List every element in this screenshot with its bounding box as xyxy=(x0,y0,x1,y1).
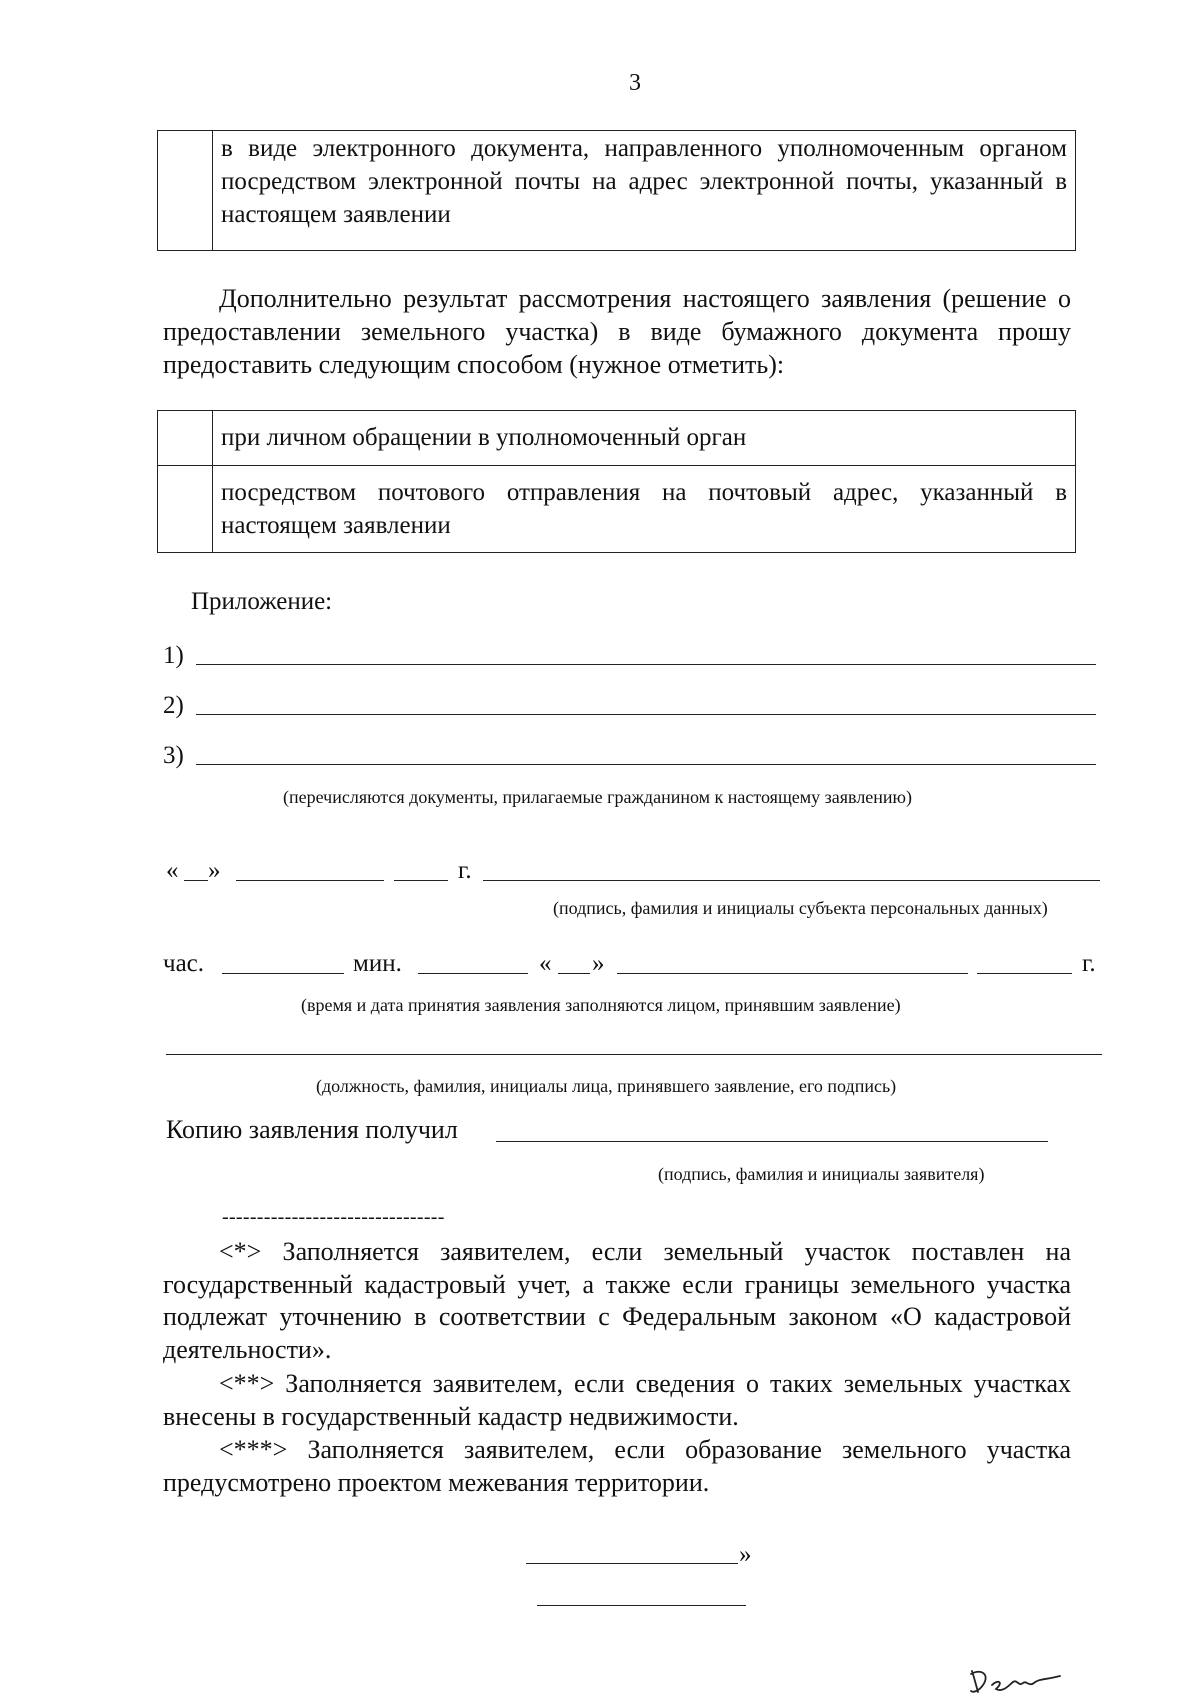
attachment-line-1[interactable] xyxy=(196,664,1096,665)
date-month-field[interactable] xyxy=(236,880,384,881)
official-caption: (должность, фамилия, инициалы лица, принявшего заявление, его подпись) xyxy=(316,1076,897,1096)
footnote: <**> Заполняется заявителем, если сведения о таких земельных участках внесены в государственный кадастр недвижимости. xyxy=(163,1369,1071,1431)
option-text: при личном обращении в уполномоченный орган xyxy=(213,411,1076,466)
option-checkbox[interactable] xyxy=(158,131,213,251)
attachments-caption: (перечисляются документы, прилагаемые гражданином к настоящему заявлению) xyxy=(283,787,912,807)
date-day-field[interactable] xyxy=(184,880,208,881)
table-row xyxy=(158,131,1076,251)
footnote-separator: -------------------------------- xyxy=(222,1206,445,1228)
option-text: в виде электронного документа, направленного уполномоченным органом посредством электронной почты на адрес электронной почты, указанный в настоящем заявлении xyxy=(213,131,1076,251)
option-checkbox[interactable] xyxy=(158,466,213,553)
copy-received-signature-field[interactable] xyxy=(496,1141,1048,1142)
closing-line-1 xyxy=(526,1563,738,1564)
delivery-options-table-paper xyxy=(157,410,1076,553)
attachments-label: Приложение: xyxy=(191,588,333,615)
time-caption: (время и дата принятия заявления заполняются лицом, принявшим заявление) xyxy=(301,995,901,1015)
table-row xyxy=(158,411,1076,466)
time-date-month-field[interactable] xyxy=(617,973,968,974)
footnote: <***> Заполняется заявителем, если образование земельного участка предусмотрено проектом межевания территории. xyxy=(163,1435,1071,1497)
date-open-quote: « xyxy=(166,857,179,884)
copy-received-label: Копию заявления получил xyxy=(166,1115,458,1144)
minutes-label: мин. xyxy=(353,950,402,977)
time-date-year-suffix: г. xyxy=(1082,950,1096,977)
time-date-close-quote: » xyxy=(592,950,605,977)
attachment-number: 2) xyxy=(163,692,184,719)
hours-field[interactable] xyxy=(222,973,344,974)
table-row xyxy=(158,466,1076,553)
attachment-line-2[interactable] xyxy=(196,714,1096,715)
closing-quote: » xyxy=(739,1541,752,1568)
date-close-quote: » xyxy=(208,857,221,884)
time-date-open-quote: « xyxy=(539,950,552,977)
attachment-number: 1) xyxy=(163,642,184,669)
attachment-line-3[interactable] xyxy=(196,764,1096,765)
official-signature-field[interactable] xyxy=(166,1054,1102,1055)
applicant-signature-field[interactable] xyxy=(483,880,1100,881)
option-text: посредством почтового отправления на почтовый адрес, указанный в настоящем заявлении xyxy=(213,466,1076,553)
attachment-number: 3) xyxy=(163,742,184,769)
additional-paragraph: Дополнительно результат рассмотрения настоящего заявления (решение о предоставлении земельного участка) в виде бумажного документа прошу предоставить следующим способом (нужное отметить): xyxy=(163,284,1071,379)
hours-label: час. xyxy=(163,950,205,977)
date-year-suffix: г. xyxy=(458,857,472,884)
time-date-day-field[interactable] xyxy=(558,973,590,974)
signature-caption: (подпись, фамилия и инициалы субъекта персональных данных) xyxy=(553,898,1048,918)
closing-line-2 xyxy=(537,1605,746,1606)
minutes-field[interactable] xyxy=(418,973,528,974)
handwritten-signature xyxy=(968,1665,1068,1697)
time-date-year-field[interactable] xyxy=(977,973,1072,974)
footnote: <*> Заполняется заявителем, если земельный участок поставлен на государственный кадастровый учет, а также если границы земельного участка подлежат уточнению в соответствии с Федеральным законом «О кадастровой деятельности». xyxy=(163,1237,1071,1364)
date-year-field[interactable] xyxy=(394,880,448,881)
delivery-options-table-electronic xyxy=(157,130,1076,251)
option-checkbox[interactable] xyxy=(158,411,213,466)
page-number: 3 xyxy=(629,70,641,96)
copy-received-caption: (подпись, фамилия и инициалы заявителя) xyxy=(658,1164,985,1184)
